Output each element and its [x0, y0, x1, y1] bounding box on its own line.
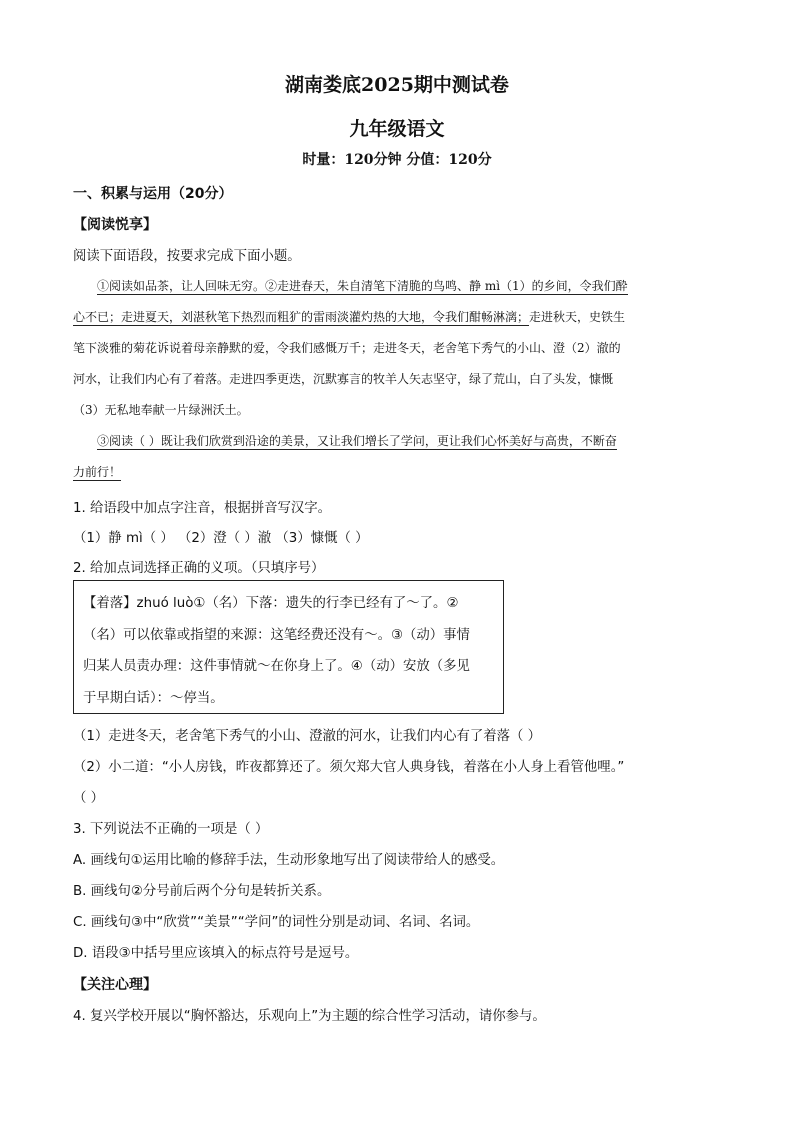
passage-line: ③阅读（ ）既让我们欣赏到沿途的美景，又让我们增长了学问，更让我们心怀美好与高贵，不断奋 — [97, 434, 617, 448]
section-heading: 一、积累与运用（20分） — [73, 186, 233, 202]
question-3-option-d: D. 语段③中括号里应该填入的标点符号是逗号。 — [73, 946, 359, 961]
reading-intro: 阅读下面语段，按要求完成下面小题。 — [73, 249, 301, 264]
question-2-stem: 2. 给加点词选择正确的义项。（只填序号） — [73, 561, 325, 576]
definition-line: 【着落】zhuó luò①（名）下落：遗失的行李已经有了～了。② — [83, 596, 459, 611]
question-4-stem: 4. 复兴学校开展以“胸怀豁达，乐观向上”为主题的综合性学习活动，请你参与。 — [73, 1009, 546, 1024]
question-1-stem: 1. 给语段中加点字注音，根据拼音写汉字。 — [73, 501, 332, 516]
passage-line: ①阅读如品茶，让人回味无穷。②走进春天，朱自清笔下清脆的鸟鸣、静 mì（1）的乡间，令我们酔 — [97, 279, 628, 293]
passage-line: 走进秋天，史铁生 — [529, 310, 626, 324]
definition-box — [73, 580, 504, 714]
reading-passage — [73, 271, 721, 488]
question-3-option-c: C. 画线句③中“欣赏”“美景”“学问”的词性分别是动词、名词、名词。 — [73, 915, 480, 930]
subsection-psychology: 【关注心理】 — [73, 977, 157, 993]
question-2-item-1: （1）走进冬天，老舍笔下秀气的小山、澄澈的河水，让我们内心有了着落（ ） — [73, 729, 542, 744]
passage-line: 河水，让我们内心有了着落。走进四季更迭，沉默寡言的牧羊人矢志坚守，绿了荒山，白了头发，慷慨 — [73, 372, 614, 386]
subsection-reading: 【阅读悦享】 — [73, 217, 157, 233]
definition-line: 于早期白话）：～停当。 — [83, 690, 224, 706]
question-3-option-a: A. 画线句①运用比喻的修辞手法，生动形象地写出了阅读带给人的感受。 — [73, 853, 505, 868]
exam-meta: 时量：120分钟 分值：120分 — [302, 152, 492, 168]
passage-line: 力前行！ — [73, 465, 122, 479]
question-1-items: （1）静 mì（ ） （2）澄（ ）澈 （3）慷慨（ ） — [73, 531, 369, 546]
passage-line: （3）无私地奉献一片绿洲沃土。 — [73, 403, 249, 417]
exam-subject: 九年级语文 — [349, 118, 445, 140]
passage-line: 笔下淡雅的菊花诉说着母亲静默的爱，令我们感慨万千；走进冬天，老舍笔下秀气的小山、澄（2）澈的 — [73, 341, 621, 355]
question-2-item-2: （2）小二道：“小人房钱，昨夜都算还了。须欠郑大官人典身钱，着落在小人身上看管他哩。” — [73, 760, 625, 775]
question-3-stem: 3. 下列说法不正确的一项是（ ） — [73, 822, 269, 837]
question-3-option-b: B. 画线句②分号前后两个分句是转折关系。 — [73, 884, 331, 899]
definition-line: （名）可以依靠或指望的来源：这笔经费还没有～。③（动）事情 — [83, 627, 470, 643]
passage-line: 心不已；走进夏天，刘湛秋笔下热烈而粗犷的雷雨淡灌灼热的大地，令我们酣畅淋漓； — [73, 310, 530, 324]
question-2-item-2-blank: （ ） — [73, 791, 105, 806]
definition-line: 归某人员责办理：这件事情就～在你身上了。④（动）安放（多见 — [83, 659, 470, 674]
exam-title: 湖南娄底2025期中测试卷 — [285, 74, 509, 96]
